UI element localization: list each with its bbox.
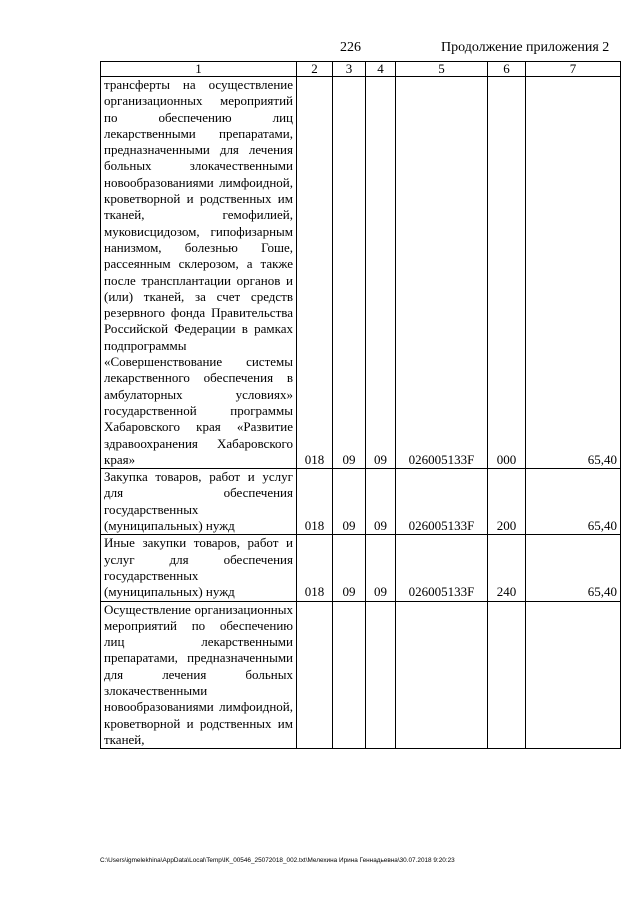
- cell-col7: [526, 601, 621, 749]
- cell-col4: 09: [366, 77, 396, 469]
- column-number: 7: [526, 62, 621, 77]
- table-row: [101, 601, 621, 749]
- row-description: Иные закупки товаров, работ и услуг для обеспечения государственных (муниципальных) нужд: [101, 535, 297, 601]
- column-number: 6: [488, 62, 526, 77]
- cell-col5: 026005133F: [396, 535, 488, 601]
- table-row: [101, 77, 621, 469]
- row-description: трансферты на осуществление организационных мероприятий по обеспечению лиц лекарственными препаратами, предназначенными для лечения больных злокачественными новообразованиями лимфоидной, кроветворной и родственных им тканей, гемофилией, муковисцидозом, гипофизарным нанизмом, болезнью Гоше, рассеянным склерозом, а также после трансплантации органов и (или) тканей, за счет средств резервного фонда Правительства Российской Федерации в рамках подпрограммы «Совершенствование системы лекарственного обеспечения в амбулаторных условиях» государственной программы Хабаровского края «Развитие здравоохранения Хабаровского края»: [101, 77, 297, 469]
- row-description: Осуществление организационных мероприятий по обеспечению лиц лекарственными препаратами, предназначенными для лечения больных злокачественными новообразованиями лимфоидной, кроветворной и родственных им тканей,: [101, 601, 297, 749]
- column-number: 3: [333, 62, 366, 77]
- cell-col2: 018: [297, 535, 333, 601]
- table-row: [101, 535, 621, 601]
- cell-col7: 65,40: [526, 469, 621, 535]
- appendix-continuation-label: Продолжение приложения 2: [441, 40, 610, 55]
- cell-col6: 200: [488, 469, 526, 535]
- column-number: 2: [297, 62, 333, 77]
- cell-col7: 65,40: [526, 535, 621, 601]
- cell-col4: [366, 601, 396, 749]
- cell-col7: 65,40: [526, 77, 621, 469]
- cell-col5: 026005133F: [396, 77, 488, 469]
- table-row: [101, 469, 621, 535]
- budget-table: [100, 61, 621, 749]
- page-number: 226: [340, 40, 361, 55]
- cell-col3: 09: [333, 77, 366, 469]
- cell-col6: 240: [488, 535, 526, 601]
- cell-col4: 09: [366, 469, 396, 535]
- cell-col3: [333, 601, 366, 749]
- cell-col2: 018: [297, 469, 333, 535]
- cell-col5: [396, 601, 488, 749]
- column-number-row: [101, 62, 621, 77]
- cell-col6: 000: [488, 77, 526, 469]
- row-description: Закупка товаров, работ и услуг для обеспечения государственных (муниципальных) нужд: [101, 469, 297, 535]
- column-number: 4: [366, 62, 396, 77]
- column-number: 1: [101, 62, 297, 77]
- column-number: 5: [396, 62, 488, 77]
- cell-col4: 09: [366, 535, 396, 601]
- cell-col3: 09: [333, 469, 366, 535]
- cell-col6: [488, 601, 526, 749]
- cell-col2: [297, 601, 333, 749]
- file-path-footer: C:\Users\igmelekhina\AppData\Local\Temp\IK_00546_25072018_002.txt\Мелехина Ирина Геннадьевна\30.07.2018 9:20:23: [100, 857, 455, 864]
- cell-col5: 026005133F: [396, 469, 488, 535]
- cell-col3: 09: [333, 535, 366, 601]
- cell-col2: 018: [297, 77, 333, 469]
